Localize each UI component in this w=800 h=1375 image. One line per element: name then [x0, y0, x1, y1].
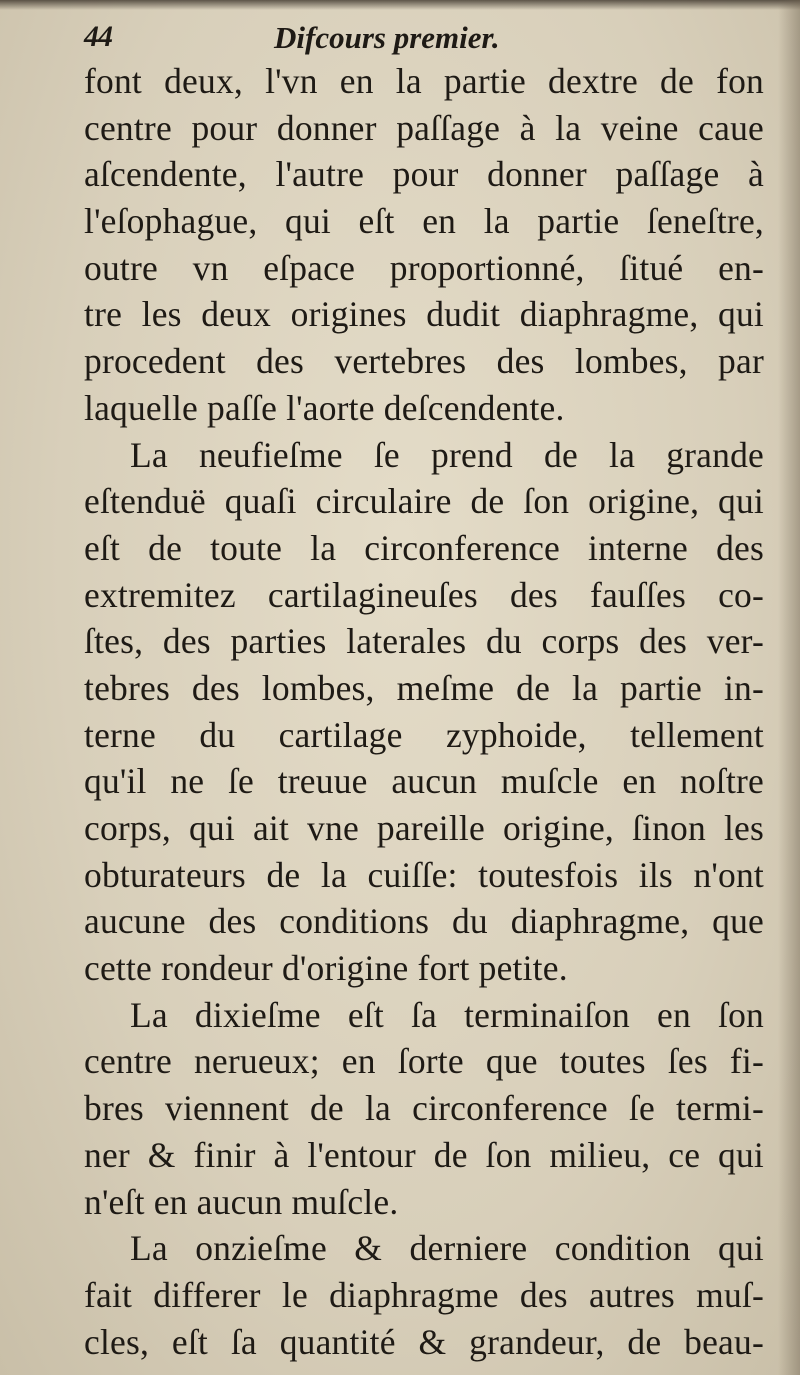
text-line: ſtes, des parties laterales du corps des ver-: [84, 621, 764, 662]
text-line: fait differer le diaphragme des autres muſ-: [84, 1274, 764, 1315]
page-number: 44: [84, 20, 112, 53]
text-line: cles, eſt ſa quantité & grandeur, de beau-: [84, 1321, 764, 1362]
text-line: outre vn eſpace proportionné, ſitué en-: [84, 247, 764, 288]
text-line: eſt de toute la circonference interne des: [84, 527, 764, 568]
text-line: extremitez cartilagineuſes des fauſſes co-: [84, 574, 764, 615]
text-line: aſcendente, l'autre pour donner paſſage à: [84, 154, 764, 195]
text-line: tre les deux origines dudit diaphragme, qui: [84, 294, 764, 335]
text-line: La onzieſme & derniere condition qui: [130, 1228, 764, 1269]
page-top-shadow: [0, 0, 800, 10]
text-line: terne du cartilage zyphoide, tellement: [84, 714, 764, 755]
running-head: Difcours premier.: [274, 20, 500, 55]
text-line: procedent des vertebres des lombes, par: [84, 341, 764, 382]
text-line: tebres des lombes, meſme de la partie in-: [84, 667, 764, 708]
text-line: obturateurs de la cuiſſe: toutesfois ils n'ont: [84, 854, 764, 895]
text-line: centre nerueux; en ſorte que toutes ſes fi-: [84, 1041, 764, 1082]
text-line: bres viennent de la circonference ſe termi-: [84, 1088, 764, 1129]
text-line: laquelle paſſe l'aorte deſcendente.: [84, 387, 565, 428]
text-line: La neufieſme ſe prend de la grande: [130, 434, 764, 475]
page-edge-shadow: [778, 0, 800, 1375]
text-line: qu'il ne ſe treuue aucun muſcle en noſtre: [84, 761, 764, 802]
text-line: l'eſophague, qui eſt en la partie ſeneſtre,: [84, 201, 764, 242]
text-line: n'eſt en aucun muſcle.: [84, 1181, 399, 1222]
text-line: corps, qui ait vne pareille origine, ſinon les: [84, 808, 764, 848]
text-line: ner & finir à l'entour de ſon milieu, ce qui: [84, 1134, 764, 1175]
text-line: aucune des conditions du diaphragme, que: [84, 901, 764, 942]
text-line: La dixieſme eſt ſa terminaiſon en ſon: [130, 994, 764, 1035]
page-header: [84, 14, 704, 58]
text-line: cette rondeur d'origine fort petite.: [84, 948, 568, 989]
body-text: [84, 58, 764, 1365]
text-line: font deux, l'vn en la partie dextre de fon: [84, 61, 764, 101]
text-line: centre pour donner paſſage à la veine caue: [84, 107, 764, 148]
text-line: eſtenduë quaſi circulaire de ſon origine, qui: [84, 481, 764, 522]
